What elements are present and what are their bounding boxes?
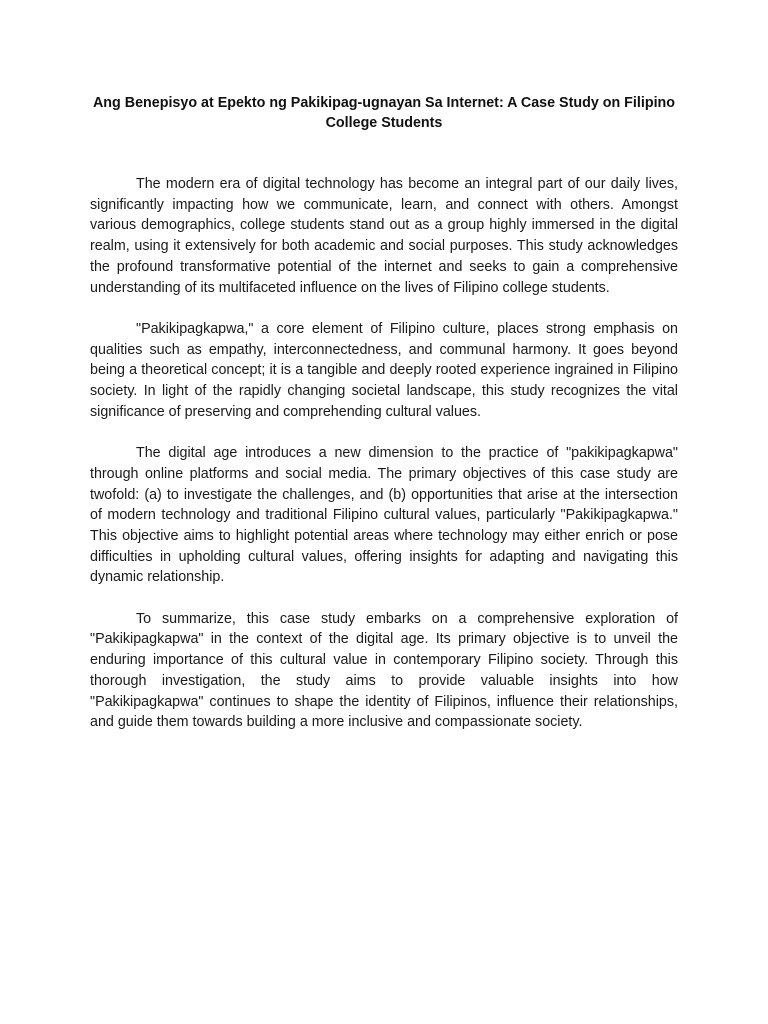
paragraph-objectives: The digital age introduces a new dimension to the practice of "pakikipagkapwa" through online platforms and social media. The primary objectives of this case study are twofold: (a) to investigate the challenges, and (b) opportunities that arise at the intersection of modern technology and traditional Filipino cultural values, particularly "Pakikipagkapwa." This objective aims to highlight potential areas where technology may either enrich or pose difficulties in upholding cultural values, offering insights for adapting and navigating this dynamic relationship. bbox=[90, 445, 678, 586]
paragraph-summary: To summarize, this case study embarks on a comprehensive exploration of "Pakikipagkapwa" in the context of the digital age. Its primary objective is to unveil the enduring importance of this cultural value in contemporary Filipino society. Through this thorough investigation, the study aims to provide valuable insights into how "Pakikipagkapwa" continues to shape the identity of Filipinos, influence their relationships, and guide them towards building a more inclusive and compassionate society. bbox=[90, 610, 678, 731]
document-body bbox=[90, 174, 678, 754]
paragraph-introduction: The modern era of digital technology has become an integral part of our daily lives, significantly impacting how we communicate, learn, and connect with others. Amongst various demographics, college students stand out as a group highly immersed in the digital realm, using it extensively for both academic and social purposes. This study acknowledges the profound transformative potential of the internet and seeks to gain a comprehensive understanding of its multifaceted influence on the lives of Filipino college students. bbox=[90, 176, 678, 296]
document-title: Ang Benepisyo at Epekto ng Pakikipag-ugnayan Sa Internet: A Case Study on Filipino College Students bbox=[92, 95, 676, 131]
paragraph-pakikipagkapwa: "Pakikipagkapwa," a core element of Filipino culture, places strong emphasis on qualities such as empathy, interconnectedness, and communal harmony. It goes beyond being a theoretical concept; it is a tangible and deeply rooted experience ingrained in Filipino society. In light of the rapidly changing societal landscape, this study recognizes the vital significance of preserving and comprehending cultural values. bbox=[90, 320, 678, 420]
